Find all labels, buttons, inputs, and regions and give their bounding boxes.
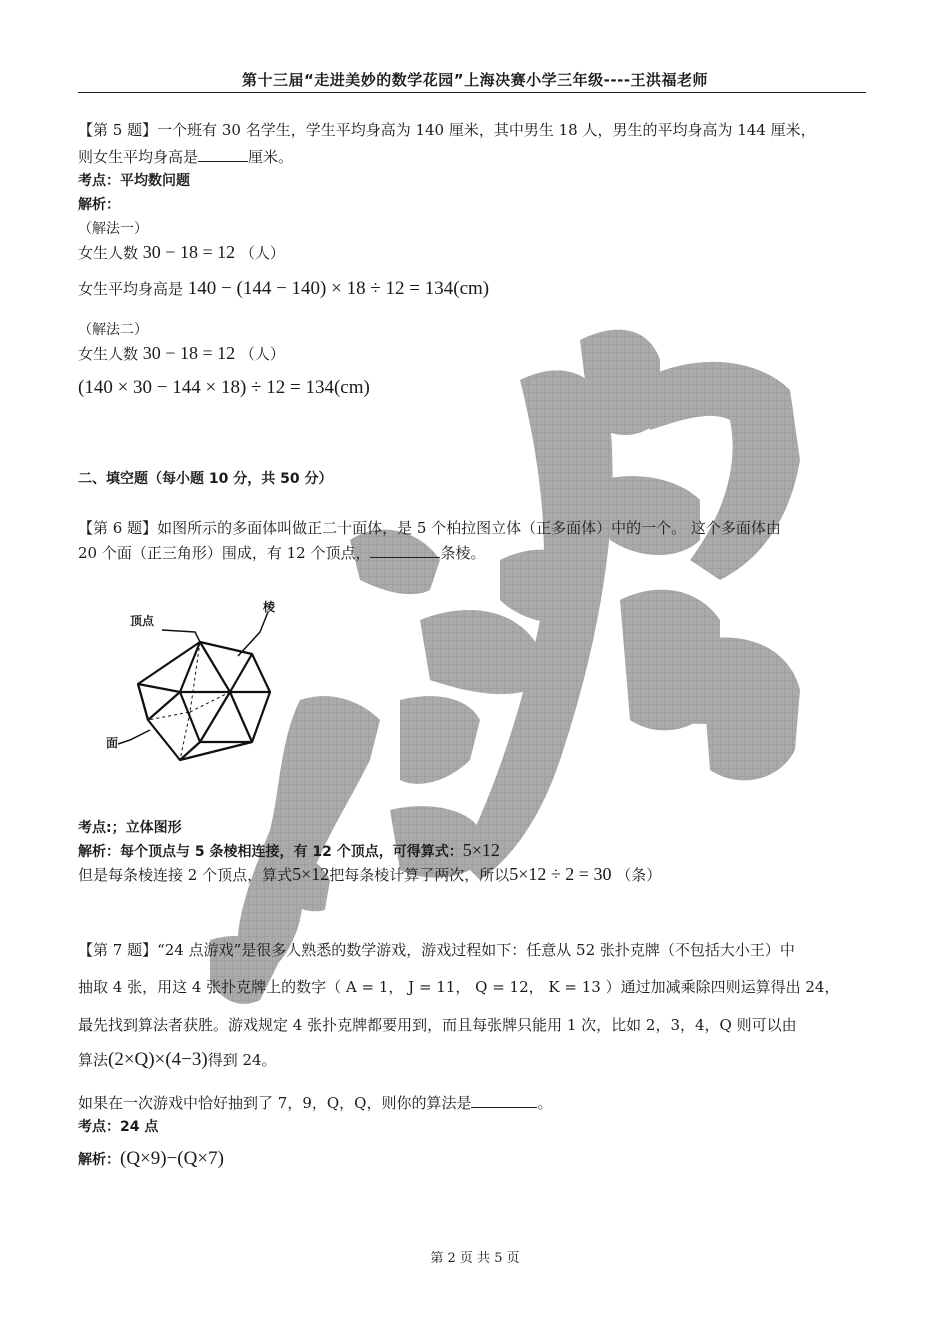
q7-kaodian: 考点：24 点 [78,1119,159,1135]
q7-line5-pre: 如果在一次游戏中恰好抽到了 7，9，Q，Q，则你的算法是 [78,1094,472,1112]
fig-label-face: 面 [106,736,119,750]
fig-label-edge: 棱 [263,600,276,614]
q6-jiexi-line2 [78,864,661,885]
q5-m1-l1-text: 女生人数 [78,244,139,262]
q7-jiexi-expr: (Q×9)−(Q×7) [120,1148,224,1169]
q5-question-line1: 【第 5 题】一个班有 30 名学生，学生平均身高为 140 厘米，其中男生 18 人，男生的平均身高为 144 厘米， [78,121,816,139]
q7-line4-expr: (2×Q)×(4−3) [108,1049,208,1070]
q7-line4-pre: 算法 [78,1051,109,1069]
page-header-title: 第十三届“走进美妙的数学花园”上海决赛小学三年级----王洪福老师 [241,71,709,89]
q6-kaodian: 考点:；立体图形 [78,820,182,836]
q6-line2-pre: 20 个面（正三角形）围成，有 12 个顶点， [78,544,371,562]
q5-kaodian: 考点：平均数问题 [78,173,190,189]
q6-jiexi2-unit: （条） [616,866,662,884]
q6-jiexi2-mid: 把每条棱计算了两次，所以 [329,866,510,884]
icosahedron-figure [100,592,300,766]
q6-line2-post: 条棱。 [440,544,486,562]
q5-line2-post: 厘米。 [248,148,294,166]
q5-answer-blank [198,147,248,162]
q6-jiexi-line1 [78,840,500,861]
q5-m1-l1-unit: （人） [239,244,285,262]
q6-question-line2 [78,542,486,563]
q6-jiexi1-expr: 5×12 [462,840,500,860]
q7-question-line4 [78,1049,277,1071]
q7-question-line2: 抽取 4 张，用这 4 张扑克牌上的数字（ A = 1， J = 11， Q = 12， K = 13 ）通过加减乘除四则运算得出 24， [78,978,840,996]
q5-m1-l2-text: 女生平均身高是 [78,280,184,298]
page-footer: 第 2 页 共 5 页 [430,1251,520,1266]
header-divider [78,92,866,93]
q7-line4-post: 得到 24。 [207,1051,277,1069]
q7-answer-blank [471,1093,537,1108]
fig-label-vertex: 顶点 [130,614,155,628]
q5-m2-l1-text: 女生人数 [78,345,139,363]
q5-line2-pre: 则女生平均身高是 [78,148,199,166]
q5-jiexi-label: 解析： [78,197,120,213]
q7-line5-post: 。 [537,1094,553,1112]
q5-m2-l1-expr: 30 − 18 = 12 [142,343,236,363]
q5-method2-line1 [78,343,285,364]
q5-m2-l1-unit: （人） [239,345,285,363]
q7-question-line3: 最先找到算法者获胜。游戏规定 4 张扑克牌都要用到，而且每张牌只能用 1 次，比如 2，3，4，Q 则可以由 [78,1016,797,1034]
q6-jiexi2-expr2: 5×12 ÷ 2 = 30 [509,864,612,884]
q5-m1-l1-expr: 30 − 18 = 12 [142,242,236,262]
q5-question-line2 [78,146,293,167]
q7-jiexi-line [78,1148,224,1170]
q6-answer-blank [370,543,440,558]
q5-method1-line2 [78,278,489,300]
section2-title: 二、填空题（每小题 10 分，共 50 分） [78,471,333,487]
q7-question-line5 [78,1092,552,1113]
q6-jiexi1-text: 解析：每个顶点与 5 条棱相连接，有 12 个顶点，可得算式： [78,844,463,860]
q6-jiexi2-pre: 但是每条棱连接 2 个顶点，算式 [78,866,293,884]
q6-jiexi2-expr1: 5×12 [292,864,330,884]
q7-question-line1: 【第 7 题】“24 点游戏”是很多人熟悉的数学游戏，游戏过程如下：任意从 52 张扑克牌（不包括大小王）中 [78,941,795,959]
q5-method2-label: （解法二） [78,322,148,338]
q6-question-line1: 【第 6 题】如图所示的多面体叫做正二十面体，是 5 个柏拉图立体（正多面体）中的一个。 这个多面体由 [78,519,781,537]
q5-method1-line1 [78,242,285,263]
q5-method2-line2-expr: (140 × 30 − 144 × 18) ÷ 12 = 134(cm) [78,377,370,398]
q7-jiexi-label: 解析： [78,1152,120,1168]
q5-method1-label: （解法一） [78,221,148,237]
q5-m1-l2-expr: 140 − (144 − 140) × 18 ÷ 12 = 134(cm) [187,278,490,299]
